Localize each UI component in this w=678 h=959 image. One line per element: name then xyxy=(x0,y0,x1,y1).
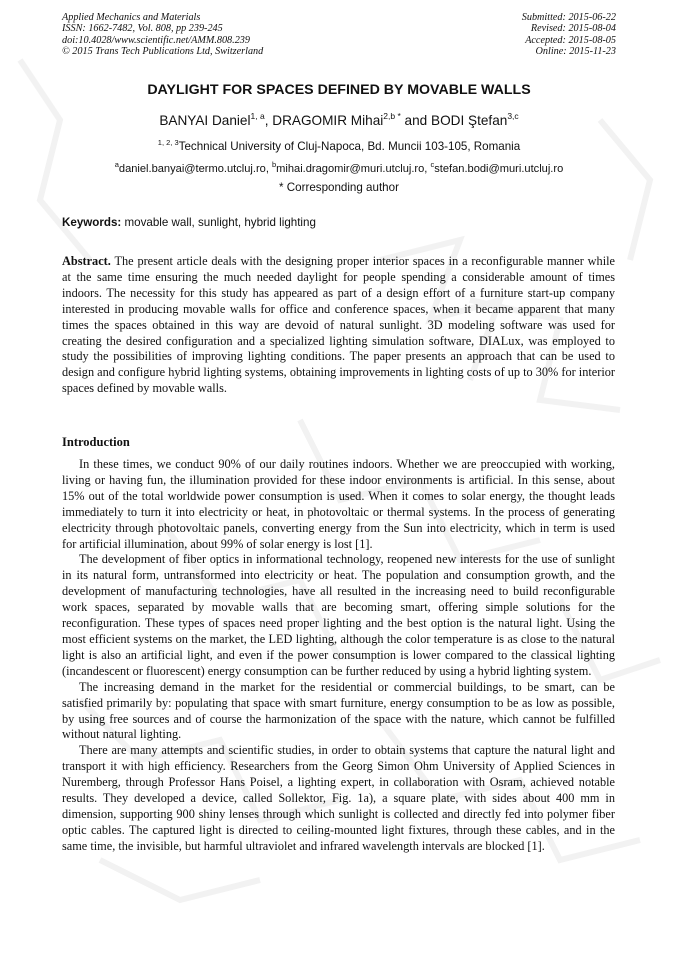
keywords-label: Keywords: xyxy=(62,216,122,229)
author-emails xyxy=(0,160,678,175)
author-separator: , xyxy=(264,113,273,128)
author-3: BODI Ştefan xyxy=(431,113,508,128)
author-list xyxy=(0,111,678,128)
introduction-body xyxy=(62,457,615,855)
date-online: Online: 2015-11-23 xyxy=(535,46,616,58)
email-c-superscript: c xyxy=(430,160,435,169)
abstract xyxy=(62,254,615,397)
date-submitted: Submitted: 2015-06-22 xyxy=(521,12,616,23)
abstract-label: Abstract. xyxy=(62,254,111,268)
journal-issn: ISSN: 1662-7482, Vol. 808, pp 239-245 xyxy=(62,23,223,35)
author-separator: and xyxy=(400,113,432,128)
paragraph: The increasing demand in the market for the residential or commercial buildings, to be smart, can be satisfied primarily by: populating that space with smart furniture, energy consumption to be as low as possible, by using free sources and of course the harmonization of the space with the nature, which cannot be fulfilled without natural lighting. xyxy=(62,679,615,742)
journal-doi: doi:10.4028/www.scientific.net/AMM.808.239 xyxy=(62,34,250,46)
keywords xyxy=(62,216,316,229)
journal-name: Applied Mechanics and Materials xyxy=(62,12,201,23)
affiliation-superscript: 1, 2, 3 xyxy=(157,138,179,147)
email-a: daniel.banyai@termo.utcluj.ro, xyxy=(118,163,272,175)
journal-copyright: © 2015 Trans Tech Publications Ltd, Switzerland xyxy=(62,46,264,58)
abstract-text: The present article deals with the designing proper interior spaces in a reconfigurable manner while at the same time ensuring the much needed daylight for people spending a considerable amount of times indoors. The necessity for this study has appeared as part of a design effort of a furniture start-up company interested in producing movable walls for office and conference spaces, when it became apparent that many times the spaces obtained in this way are devoid of natural sunlight. 3D modeling software was used for creating the desired configuration and a specialized lighting simulation software, DIALux, was employed to study the possibilities of improving lighting conditions. The paper presents an approach that can be used to design and configure hybrid lighting systems, obtaining improvements in lighting costs of up to 30% for interior spaces defined by movable walls. xyxy=(62,254,615,396)
author-2-superscript: 2,b * xyxy=(383,111,401,121)
email-a-superscript: a xyxy=(114,160,119,169)
author-2: DRAGOMIR Mihai xyxy=(272,113,384,128)
paragraph: There are many attempts and scientific studies, in order to obtain systems that capture the natural light and transport it with high efficiency. Researchers from the Georg Simon Ohm University of Applied Sciences in Nuremberg, through Professor Hans Poisel, a lighting expert, in collaboration with Osram, achieved notable results. They developed a device, called Sollektor, Fig. 1a), a square plate, with sides about 400 mm in dimension, supporting 900 shiny lenses through which sunlight is collected and directly fed into polymer fiber optic cables. The captured light is directed to ceiling-mounted light fixtures, through these cables, and in the same time, the invisible, but harmful ultraviolet and infrared wavelength intervals are blocked [1]. xyxy=(62,743,615,853)
date-revised: Revised: 2015-08-04 xyxy=(530,23,616,35)
email-b: mihai.dragomir@muri.utcluj.ro, xyxy=(276,163,431,175)
journal-info xyxy=(62,12,263,58)
email-b-superscript: b xyxy=(272,160,277,169)
date-accepted: Accepted: 2015-08-05 xyxy=(525,34,616,46)
keywords-text: movable wall, sunlight, hybrid lighting xyxy=(121,216,316,229)
author-1-superscript: 1, a xyxy=(250,111,265,121)
affiliation xyxy=(0,138,678,153)
section-heading-introduction: Introduction xyxy=(62,435,130,449)
author-3-superscript: 3,c xyxy=(507,111,519,121)
paragraph: In these times, we conduct 90% of our daily routines indoors. Whether we are preoccupied with working, living or having fun, the illumination provided for these indoor environments is artificial. In this sense, about 15% out of the total worldwide power consumption is used. When it comes to solar energy, the thought leads immediately to turn it into electricity or heat, in photovoltaic or thermal systems. In the process of generating electricity through photovoltaic panels, converting energy from the Sun into electricity, which in term is used for artificial illumination, about 99% of solar energy is lost [1]. xyxy=(62,457,615,551)
author-1: BANYAI Daniel xyxy=(159,113,251,128)
email-c: stefan.bodi@muri.utcluj.ro xyxy=(434,163,564,175)
submission-dates xyxy=(522,12,616,58)
paragraph: The development of fiber optics in informational technology, reopened new interests for the use of sunlight in its natural form, untransformed into electricity or heat. The population and consumption growth, and the development of manufacturing technologies, have all resulted in the increasing need to build reconfigurable work spaces, separated by movable walls that are becoming smart, offering simple solutions for the reconfiguration. These types of spaces need proper lighting and the best option is the natural light. Using the most efficient systems on the market, the LED lighting, although the color temperature is as close to the natural light is also an artificial light, and even if the power consumption is lower compared to the classical lighting (incandescent or fluorescent) energy consumption can be further reduced by using a hybrid lighting system. xyxy=(62,552,615,678)
corresponding-author-note: * Corresponding author xyxy=(279,181,399,194)
affiliation-text: Technical University of Cluj-Napoca, Bd. Muncii 103-105, Romania xyxy=(178,140,521,153)
paper-title: DAYLIGHT FOR SPACES DEFINED BY MOVABLE WALLS xyxy=(147,82,531,98)
